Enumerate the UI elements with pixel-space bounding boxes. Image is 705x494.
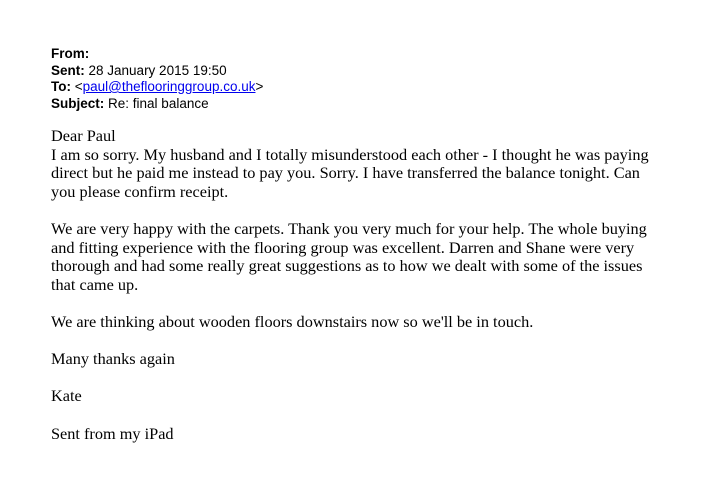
sent-row (51, 63, 263, 80)
subject-row (51, 96, 263, 113)
paragraph-spacer (51, 369, 671, 388)
paragraph-spacer (51, 294, 671, 313)
to-row (51, 79, 263, 96)
paragraph-2-line-4: that came up. (51, 274, 139, 294)
paragraph-4: Many thanks again (51, 349, 175, 369)
paragraph-1-line-2: direct but he paid me instead to pay you. Sorry. I have transferred the balance tonight. Can (51, 163, 640, 183)
to-open-bracket: < (74, 79, 83, 94)
paragraph-3: We are thinking about wooden floors downstairs now so we'll be in touch. (51, 311, 534, 331)
to-close-bracket: > (255, 79, 264, 94)
paragraph-1-line-1: I am so sorry. My husband and I totally misunderstood each other - I thought he was paying (51, 144, 649, 164)
email-body (51, 127, 671, 443)
email-header (51, 46, 263, 112)
greeting: Dear Paul (51, 126, 116, 145)
paragraph-spacer (51, 332, 671, 351)
to-label: To: (51, 79, 71, 94)
sent-value: 28 January 2015 19:50 (88, 62, 227, 78)
paragraph-2-line-1: We are very happy with the carpets. Thank you very much for your help. The whole buying (51, 218, 647, 238)
paragraph-spacer (51, 201, 671, 220)
paragraph-2-line-3: thorough and had some really great suggestions as to how we dealt with some of the issues (51, 256, 643, 276)
paragraph-1-line-3: you please confirm receipt. (51, 181, 229, 201)
to-email-link[interactable]: paul@theflooringgroup.co.uk (82, 79, 256, 94)
from-row (51, 46, 263, 63)
paragraph-2-line-2: and fitting experience with the flooring group was excellent. Darren and Shane were very (51, 237, 635, 257)
sent-from-footer: Sent from my iPad (51, 423, 174, 443)
subject-value: Re: final balance (108, 95, 209, 111)
paragraph-spacer (51, 406, 671, 425)
from-label: From: (51, 46, 90, 61)
signature: Kate (51, 386, 82, 406)
subject-label: Subject: (51, 95, 105, 111)
sent-label: Sent: (51, 62, 85, 78)
